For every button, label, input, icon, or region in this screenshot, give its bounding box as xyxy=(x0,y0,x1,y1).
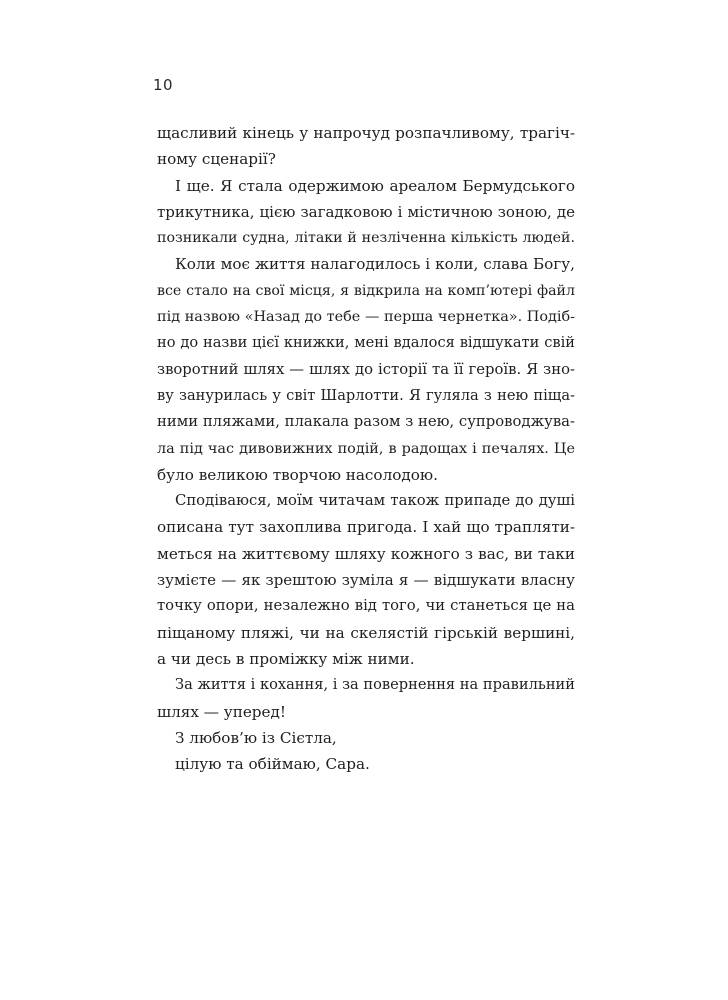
text-line: щасливий кінець у напрочуд розпачливому, трагіч- xyxy=(157,124,575,142)
text-line: За життя і кохання, і за повернення на правильний xyxy=(175,676,575,694)
signature-line: цілую та обіймаю, Сара. xyxy=(175,755,370,774)
body-text xyxy=(157,120,575,777)
text-line: ними пляжами, плакала разом з нею, супроводжува- xyxy=(157,413,575,431)
text-line: меться на життєвому шляху кожного з вас, ви таки xyxy=(157,544,575,563)
text-line: ву занурилась у світ Шарлотти. Я гуляла з нею піща- xyxy=(157,386,575,404)
text-line: зумієте — як зрештою зуміла я — відшукати власну xyxy=(157,571,575,590)
text-line: все стало на свої місця, я відкрила на комп’ютері файл xyxy=(157,282,575,299)
text-line: Коли моє життя налагодилось і коли, слава Богу, xyxy=(175,255,575,274)
text-line: точку опори, незалежно від того, чи станеться це на xyxy=(157,597,575,615)
text-line: позникали судна, літаки й незліченна кількість людей. xyxy=(157,230,575,247)
text-line: ла під час дивовижних подій, в радощах і печалях. Це xyxy=(157,440,575,457)
text-line: но до назви цієї книжки, мені вдалося відшукати свій xyxy=(157,334,575,352)
text-line: піщаному пляжі, чи на скелястій гірській вершині, xyxy=(157,623,575,642)
text-line: під назвою «Назад до тебе — перша чернетка». Подіб- xyxy=(157,309,575,326)
text-line: ному сценарії? xyxy=(157,150,276,169)
closing-line: З любов’ю із Сієтла, xyxy=(175,728,337,747)
text-line: було великою творчою насолодою. xyxy=(157,465,438,484)
text-line: І ще. Я стала одержимою ареалом Бермудського xyxy=(175,176,575,195)
page-number: 10 xyxy=(153,76,174,94)
text-line: а чи десь в проміжку між ними. xyxy=(157,649,415,668)
text-line: описана тут захоплива пригода. І хай що трапляти- xyxy=(157,518,575,537)
text-line: зворотний шлях — шлях до історії та її героїв. Я зно- xyxy=(157,360,575,378)
text-line: шлях — уперед! xyxy=(157,702,286,721)
text-line: трикутника, цією загадковою і містичною зоною, де xyxy=(157,202,575,221)
text-line: Сподіваюся, моїм читачам також припаде до душі xyxy=(175,492,575,510)
